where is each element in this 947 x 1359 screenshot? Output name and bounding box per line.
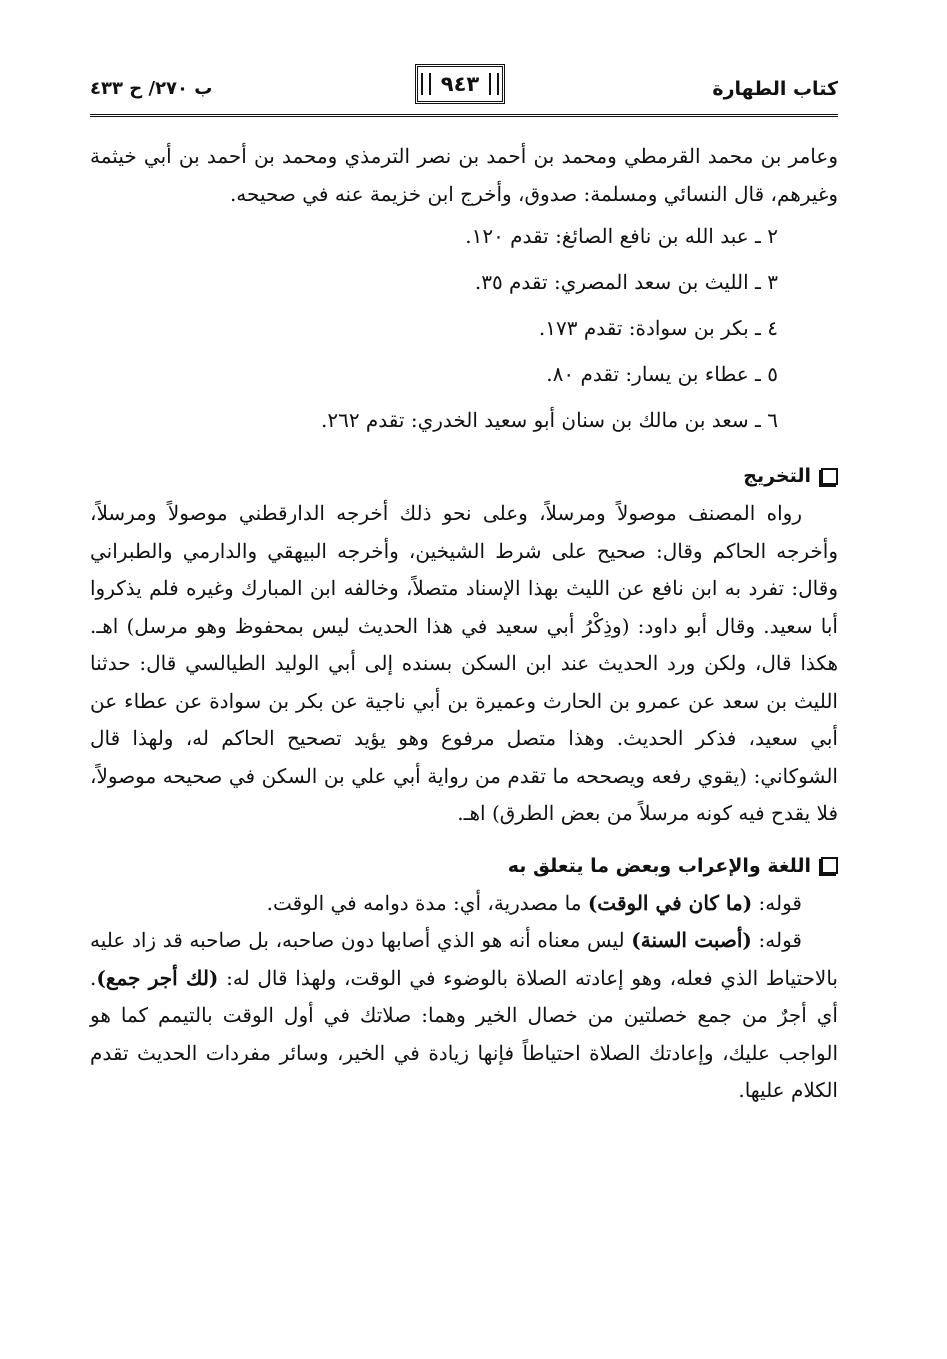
text-segment: ما مصدرية، أي: مدة دوامه في الوقت. (266, 890, 588, 915)
book-title: كتاب الطهارة (712, 78, 838, 100)
language-paragraph-2 (90, 922, 838, 1110)
takhrij-paragraph: رواه المصنف موصولاً ومرسلاً، وعلى نحو ذلك أخرجه الدارقطني موصولاً ومرسلاً، وأخرجه الحاكم وقال: صحيح على شرط الشيخين، وأخرجه البيهقي والدارمي والطبراني وقال: تفرد به ابن نافع عن الليث بهذا الإسناد متصلاً، وخالفه ابن المبارك وغيره فلم يذكروا أبا سعيد. وقال أبو داود: (وذِكْرُ أبي سعيد في هذا الحديث ليس بمحفوظ وهو مرسل) اهـ. هكذا قال، ولكن ورد الحديث عند ابن السكن بسنده إلى أبي الوليد الطيالسي قال: حدثنا الليث بن سعد عن عمرو بن الحارث وعميرة بن أبي ناجية عن بكر بن سوادة عن عطاء عن أبي سعيد، فذكر الحديث. وهذا متصل مرفوع وهو يؤيد تصحيح الحاكم له، ولهذا قال الشوكاني: (يقوي رفعه ويصححه ما تقدم من رواية أبي علي بن السكن في صحيحه موصولاً، فلا يقدح فيه كونه مرسلاً من بعض الطرق) اهـ. (90, 501, 838, 825)
quoted-phrase: (لك أجر جمع) (96, 965, 219, 990)
text-segment: قوله: (752, 890, 802, 915)
language-paragraph-1 (90, 885, 838, 923)
takhrij-heading (90, 457, 838, 495)
narrator-item: ٥ ـ عطاء بن يسار: تقدم ٨٠. (546, 362, 778, 386)
hadith-reference: ب ٢٧٠/ ح ٤٣٣ (90, 78, 213, 99)
language-heading (90, 847, 838, 885)
takhrij-heading-text: التخريج (743, 465, 811, 487)
box-icon (821, 468, 838, 485)
intro-paragraph: وعامر بن محمد القرمطي ومحمد بن أحمد بن نصر الترمذي ومحمد بن أحمد بن أبي خيثمة وغيرهم، قال النسائي ومسلمة: صدوق، وأخرج ابن خزيمة عنه في صحيحه. (90, 144, 838, 206)
page-number: ٩٤٣ (415, 64, 505, 104)
text-segment: قوله: (751, 928, 802, 952)
language-heading-text: اللغة والإعراب وبعض ما يتعلق به (507, 854, 811, 877)
narrator-item: ٣ ـ الليث بن سعد المصري: تقدم ٣٥. (474, 270, 778, 294)
narrators-list (90, 213, 838, 443)
quoted-phrase: (أصبت السنة) (631, 928, 752, 952)
text-segment: ليس معناه أنه هو الذي أصابها دون صاحبه، بل صاحبه قد زاد عليه بالاحتياط الذي فعله، وهو إعادته الصلاة بالوضوء في الوقت، ولهذا قال له: (90, 928, 839, 990)
text-segment: . أي أجرٌ من جمع خصلتين من خصال الخير وهما: صلاتك في أول الوقت بالتيمم كما هو الواجب عليك، وإعادتك الصلاة احتياطاً فإنها زيادة في الخير، وسائر مفردات الحديث تقدم الكلام عليها. (90, 965, 838, 1102)
quoted-phrase: (ما كان في الوقت) (587, 890, 753, 915)
page-header (90, 64, 838, 114)
narrator-item: ٦ ـ سعد بن مالك بن سنان أبو سعيد الخدري: تقدم ٢٦٢. (320, 408, 778, 432)
narrator-item: ٢ ـ عبد الله بن نافع الصائغ: تقدم ١٢٠. (465, 224, 778, 248)
box-icon (821, 857, 838, 874)
page-content (90, 138, 838, 1110)
header-divider (90, 114, 838, 117)
narrator-item: ٤ ـ بكر بن سوادة: تقدم ١٧٣. (538, 316, 778, 340)
